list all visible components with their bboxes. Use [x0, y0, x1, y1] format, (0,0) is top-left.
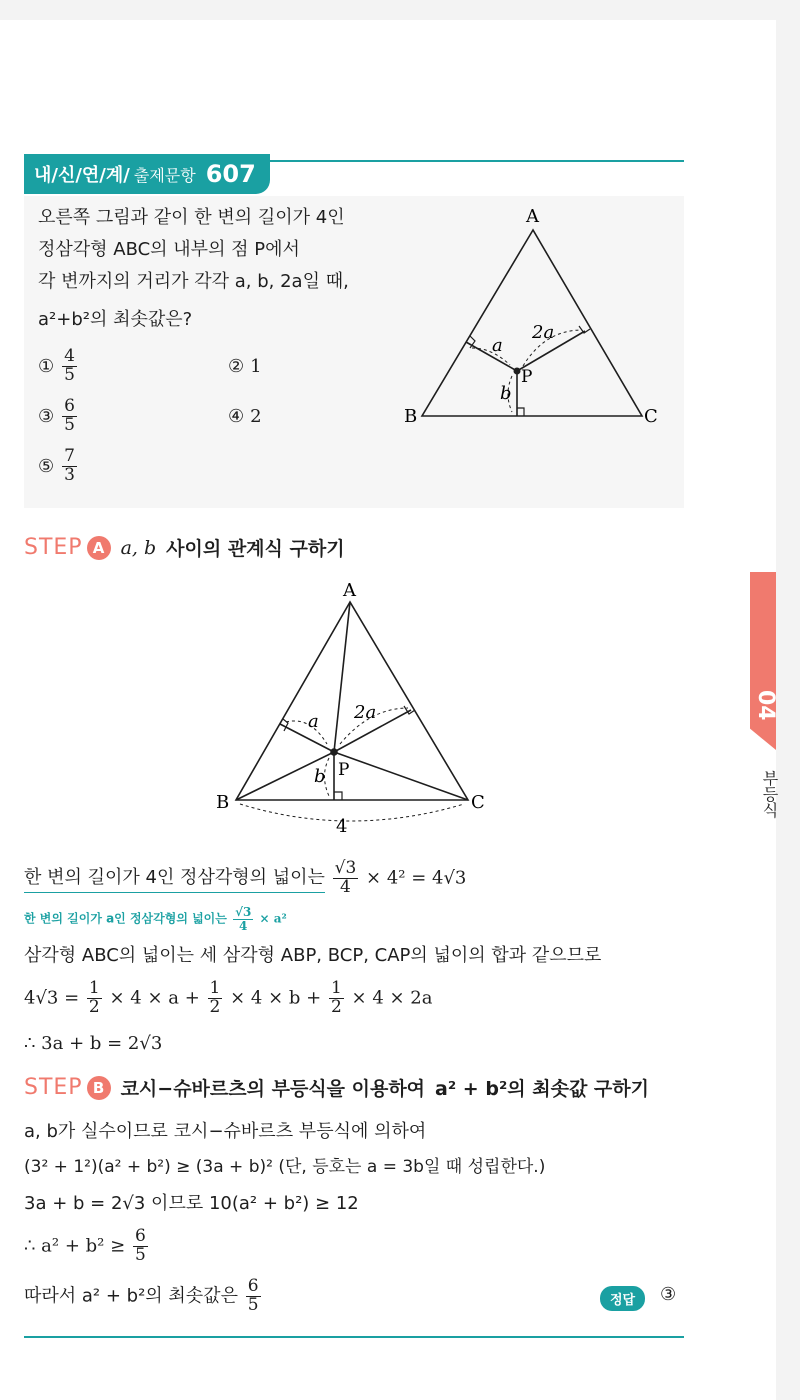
choice-3-mark: ③	[38, 405, 55, 427]
note-text: 한 변의 길이가 a인 정삼각형의 넓이는	[24, 911, 227, 926]
solution-b-line-4	[24, 1228, 150, 1265]
fig2-label-a-vertex: A	[343, 580, 356, 601]
eq-two-2: 2	[209, 996, 221, 1017]
sum-line: 삼각형 ABC의 넓이는 세 삼각형 ABP, BCP, CAP의 넓이의 합과 같으므로	[24, 945, 602, 966]
step-a-word: STEP	[24, 535, 83, 560]
step-a-vars: a, b	[120, 536, 157, 559]
note-num: √3	[235, 905, 252, 919]
problem-line-3: 각 변까지의 거리가 각각 a, b, 2a일 때,	[38, 271, 349, 292]
step-b-heading	[24, 1074, 649, 1101]
problem-banner	[24, 154, 270, 194]
eq-half-2: 1	[209, 978, 221, 998]
choice-2[interactable]	[228, 356, 262, 377]
problem-line-1: 오른쪽 그림과 같이 한 변의 길이가 4인	[38, 207, 345, 228]
choice-3-num: 6	[64, 396, 75, 416]
choice-4[interactable]	[228, 406, 262, 427]
area-text: 한 변의 길이가 4인 정삼각형의 넓이는	[24, 867, 325, 893]
step-b-tail: a² + b²의 최솟값 구하기	[435, 1078, 649, 1100]
fig2-label-b-vertex: B	[216, 792, 230, 813]
chapter-label: 부등식	[760, 770, 779, 818]
fig2-label-c-vertex: C	[471, 792, 485, 813]
answer-value: ③	[660, 1284, 677, 1305]
note-den: 4	[239, 918, 248, 933]
choice-2-mark: ②	[228, 356, 245, 377]
step-a-badge: A	[87, 536, 111, 560]
l5-den: 5	[247, 1294, 259, 1315]
label-c-vertex: C	[644, 406, 658, 427]
choice-2-value: 1	[250, 356, 262, 377]
solution-b-line-2: (3² + 1²)(a² + b²) ≥ (3a + b)² (단, 등호는 a = 3b일 때 성립한다.)	[24, 1157, 546, 1177]
banner-sublabel: 출제문항	[133, 165, 196, 185]
problem-line-2: 정삼각형 ABC의 내부의 점 P에서	[38, 239, 300, 260]
label-a-vertex: A	[526, 206, 539, 227]
eq-two-3: 2	[330, 996, 342, 1017]
note-tail: × a²	[259, 911, 287, 926]
choice-5-num: 7	[64, 446, 75, 466]
eq-half-3: 1	[330, 978, 342, 998]
label-dist-2a: 2a	[532, 322, 555, 343]
fig2-label-p: P	[338, 760, 350, 780]
fig2-label-dist-a: a	[308, 711, 319, 732]
step-b-word: STEP	[24, 1075, 83, 1100]
step-b-title: 코시−슈바르츠의 부등식을 이용하여	[120, 1078, 426, 1100]
l4-den: 5	[134, 1244, 146, 1265]
banner-label: 내/신/연/계/	[34, 165, 130, 186]
solution-b-line-1: a, b가 실수이므로 코시−슈바르츠 부등식에 의하여	[24, 1121, 427, 1142]
problem-number: 607	[205, 160, 256, 188]
label-dist-b: b	[500, 383, 512, 404]
answer-badge: 정답	[600, 1286, 645, 1311]
l5-text: 따라서 a² + b²의 최솟값은	[24, 1285, 238, 1307]
solution-b-line-3: 3a + b = 2√3 이므로 10(a² + b²) ≥ 12	[24, 1193, 359, 1214]
eq-lhs: 4√3 =	[24, 987, 80, 1009]
l4-num: 6	[134, 1226, 146, 1246]
step-a-title: 사이의 관계식 구하기	[166, 538, 345, 560]
choice-3[interactable]	[38, 398, 79, 435]
step-a-heading	[24, 534, 345, 561]
step-b-badge: B	[87, 1076, 111, 1100]
fig2-label-dist-2a: 2a	[354, 702, 377, 723]
area-den: 4	[340, 876, 351, 897]
triangle-figure-problem	[400, 200, 680, 440]
divider-bottom	[24, 1336, 684, 1338]
problem-question: a²+b²의 최솟값은?	[38, 309, 193, 330]
l4-text: ∴ a² + b² ≥	[24, 1235, 126, 1257]
fig2-label-dist-b: b	[314, 766, 326, 787]
area-num: √3	[334, 858, 357, 878]
eq-t2: × 4 × b +	[230, 987, 322, 1009]
eq-t1: × 4 × a +	[109, 987, 200, 1009]
therefore-line-1: ∴ 3a + b = 2√3	[24, 1033, 163, 1054]
choice-4-value: 2	[250, 406, 262, 427]
choice-5[interactable]	[38, 448, 79, 485]
triangle-figure-solution	[210, 576, 500, 840]
final-answer-line	[24, 1278, 263, 1315]
chapter-tab-number: 04	[753, 690, 778, 721]
l5-num: 6	[247, 1276, 259, 1296]
choice-1-num: 4	[64, 346, 75, 366]
eq-two-1: 2	[88, 996, 100, 1017]
choice-5-den: 3	[64, 464, 75, 485]
choice-4-mark: ④	[228, 406, 245, 427]
eq-half-1: 1	[88, 978, 100, 998]
area-line	[24, 860, 466, 897]
label-p: P	[521, 367, 533, 387]
choice-1-den: 5	[64, 364, 75, 385]
divider-top	[270, 160, 684, 162]
label-b-vertex: B	[404, 406, 418, 427]
choice-5-mark: ⑤	[38, 455, 55, 477]
area-equation	[24, 980, 432, 1017]
choice-1-mark: ①	[38, 355, 55, 377]
area-tail: × 4² = 4√3	[366, 867, 467, 889]
fig2-label-side: 4	[336, 816, 348, 837]
choice-3-den: 5	[64, 414, 75, 435]
eq-t3: × 4 × 2a	[351, 987, 433, 1009]
choice-1[interactable]	[38, 348, 79, 385]
chapter-tab[interactable]	[750, 572, 776, 750]
area-note	[24, 906, 287, 932]
label-dist-a: a	[492, 335, 503, 356]
